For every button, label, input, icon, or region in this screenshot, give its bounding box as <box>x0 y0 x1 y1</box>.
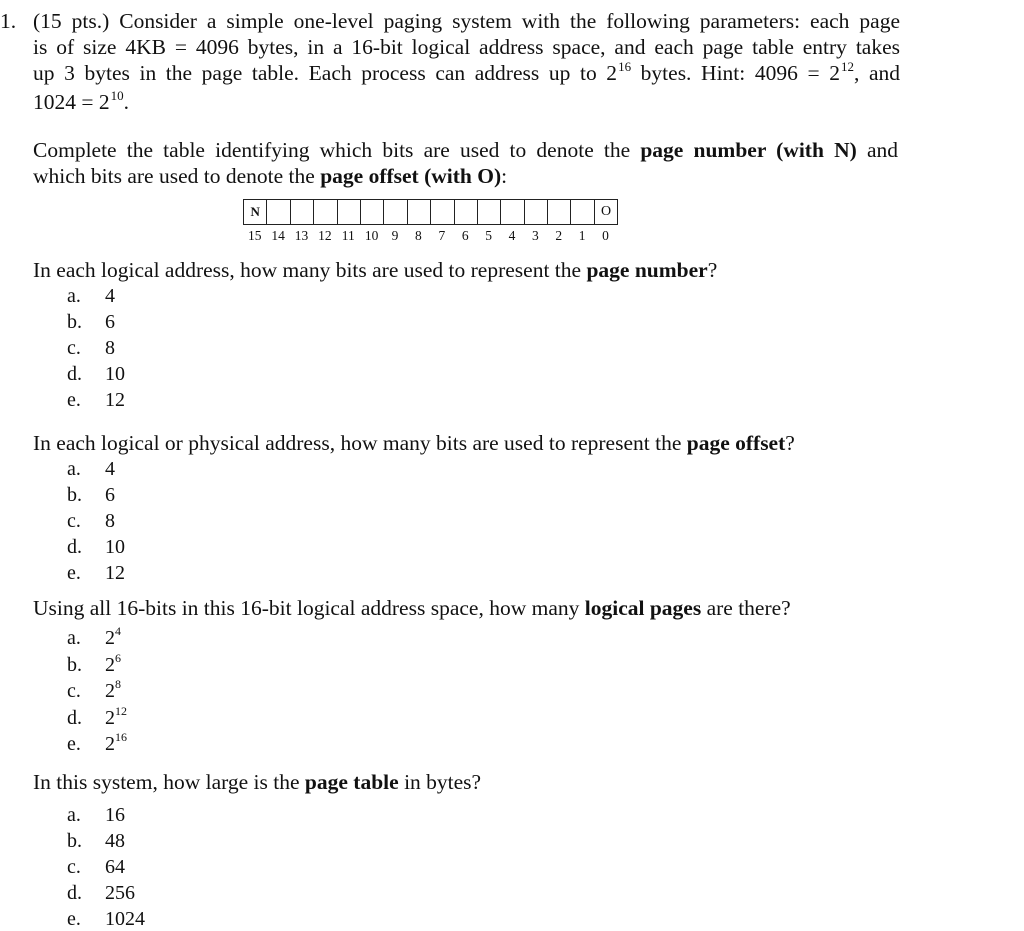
bit-cell[interactable] <box>360 199 384 225</box>
option-letter: c. <box>67 510 81 532</box>
option-letter: a. <box>67 285 81 307</box>
power-base: 2 <box>105 733 115 755</box>
intro-line-3-text: up 3 bytes in the page table. Each process can address up to 2 <box>33 61 618 85</box>
option-value: 256 <box>105 882 135 904</box>
bit-label: 1 <box>578 228 586 243</box>
bit-label: 0 <box>602 228 609 243</box>
bit-label: 13 <box>294 228 309 243</box>
question-text: In this system, how large is the <box>33 770 305 794</box>
bit-label: 15 <box>247 228 262 243</box>
question-text: In each logical address, how many bits are used to represent the <box>33 258 587 282</box>
option-value <box>105 624 121 650</box>
answer-option[interactable] <box>67 285 115 308</box>
option-value <box>105 703 127 730</box>
bit-label: 3 <box>532 228 539 243</box>
answer-option[interactable] <box>67 337 115 360</box>
power-exponent: 8 <box>115 677 121 691</box>
option-value: 4 <box>105 458 115 480</box>
power-base: 2 <box>105 627 115 649</box>
option-letter: b. <box>67 484 82 506</box>
answer-option[interactable] <box>67 730 127 756</box>
option-value: 64 <box>105 856 125 878</box>
bit-label: 10 <box>364 228 379 243</box>
answer-option[interactable] <box>67 908 145 931</box>
option-letter: a. <box>67 458 81 480</box>
option-value <box>105 650 121 677</box>
bit-label: 4 <box>508 228 516 243</box>
power-exponent: 6 <box>115 650 121 665</box>
option-value: 48 <box>105 830 125 852</box>
bit-label: 12 <box>318 228 332 243</box>
option-letter: d. <box>67 536 82 558</box>
bit-cell[interactable] <box>570 199 594 225</box>
table-prompt <box>33 137 898 189</box>
question-bold: page offset <box>686 431 786 455</box>
option-value: 8 <box>105 510 115 532</box>
answer-option[interactable] <box>67 536 125 559</box>
question-bold: page number <box>586 258 708 282</box>
option-value: 6 <box>105 484 115 506</box>
option-value <box>105 677 121 703</box>
question-text: Using all 16-bits in this 16-bit logical address space, how many <box>33 596 585 620</box>
option-value: 4 <box>105 285 115 307</box>
option-letter: c. <box>67 337 81 359</box>
answer-option[interactable] <box>67 856 125 879</box>
bit-label: 6 <box>461 228 469 243</box>
answer-option[interactable] <box>67 624 121 650</box>
prompt-text: and <box>856 138 898 162</box>
prompt-line-1 <box>33 137 898 163</box>
option-letter: c. <box>67 856 81 878</box>
option-letter: e. <box>67 562 81 584</box>
answer-option[interactable] <box>67 830 125 853</box>
question-page-table-size <box>33 770 481 795</box>
intro-line-3 <box>33 60 900 89</box>
answer-option[interactable] <box>67 650 121 677</box>
bit-label: 11 <box>341 228 355 243</box>
intro-line-4 <box>33 89 900 118</box>
prompt-line-2 <box>33 163 898 189</box>
question-bold: logical pages <box>584 596 702 620</box>
bit-cell[interactable] <box>547 199 571 225</box>
option-letter: c. <box>67 680 81 702</box>
question-bold: page table <box>304 770 399 794</box>
option-value: 1024 <box>105 908 145 930</box>
question-page-number <box>33 258 717 283</box>
bit-cell[interactable] <box>266 199 290 225</box>
option-letter: d. <box>67 706 82 729</box>
option-letter: e. <box>67 908 81 930</box>
prompt-text: Complete the table identifying which bits are used to denote the <box>33 138 641 162</box>
power-exponent: 12 <box>115 703 127 718</box>
answer-option[interactable] <box>67 484 115 507</box>
power-exponent: 16 <box>115 730 127 744</box>
answer-option[interactable] <box>67 311 115 334</box>
option-letter: d. <box>67 882 82 904</box>
question-text-end: ? <box>785 431 795 455</box>
bit-label: 8 <box>415 228 422 243</box>
option-value: 6 <box>105 311 115 333</box>
bit-label: 9 <box>391 228 399 243</box>
bit-cell[interactable] <box>500 199 524 225</box>
exponent: 10 <box>110 88 124 103</box>
answer-option[interactable] <box>67 458 115 481</box>
bit-cell[interactable] <box>290 199 314 225</box>
bit-cell[interactable] <box>430 199 454 225</box>
bit-cell[interactable]: N <box>243 199 267 225</box>
option-value: 8 <box>105 337 115 359</box>
option-value: 16 <box>105 804 125 826</box>
answer-option[interactable] <box>67 882 135 905</box>
intro-line-2: is of size 4KB = 4096 bytes, in a 16-bit logical address space, and each page table entry takes <box>33 35 900 59</box>
option-value: 12 <box>105 562 125 584</box>
bit-cell[interactable] <box>454 199 478 225</box>
intro-line-4-text: 1024 = 2 <box>33 90 110 114</box>
power-base: 2 <box>105 680 115 702</box>
power-base: 2 <box>105 706 115 729</box>
bit-label: 2 <box>555 228 563 243</box>
answer-option[interactable] <box>67 389 125 412</box>
prompt-text: which bits are used to denote the <box>33 164 321 188</box>
answer-option[interactable] <box>67 804 125 827</box>
question-logical-pages <box>33 596 791 621</box>
question-intro <box>0 8 900 118</box>
prompt-text: : <box>501 164 508 188</box>
intro-line-4-end: . <box>123 90 130 114</box>
question-text-end: are there? <box>701 596 791 620</box>
option-value <box>105 730 127 756</box>
option-letter: e. <box>67 733 81 755</box>
answer-option[interactable] <box>67 510 115 533</box>
question-text: In each logical or physical address, how many bits are used to represent the <box>33 431 687 455</box>
exponent: 16 <box>618 59 632 74</box>
bit-cell[interactable] <box>383 199 407 225</box>
bit-label: 5 <box>485 228 492 243</box>
answer-option[interactable] <box>67 677 121 703</box>
prompt-bold-page-offset: page offset (with O) <box>320 164 502 188</box>
answer-option[interactable] <box>67 363 125 386</box>
option-letter: b. <box>67 311 82 333</box>
option-value: 12 <box>105 389 125 411</box>
question-number: 1. <box>0 9 17 33</box>
option-letter: e. <box>67 389 81 411</box>
option-value: 10 <box>105 363 125 385</box>
question-page-offset <box>33 431 795 456</box>
option-letter: a. <box>67 804 81 826</box>
power-exponent: 4 <box>115 624 121 638</box>
option-letter: b. <box>67 653 82 676</box>
bit-cells-row <box>243 199 618 225</box>
bit-cell[interactable] <box>337 199 361 225</box>
bit-cell[interactable] <box>313 199 337 225</box>
bit-cell[interactable] <box>524 199 548 225</box>
intro-line-3-mid: bytes. Hint: 4096 = 2 <box>631 61 840 85</box>
option-value: 10 <box>105 536 125 558</box>
question-text-end: in bytes? <box>398 770 482 794</box>
bit-labels-row <box>243 228 618 244</box>
intro-line-1: (15 pts.) Consider a simple one-level paging system with the following parameters: each page <box>33 9 900 33</box>
question-text-end: ? <box>707 258 718 282</box>
bit-table <box>243 199 618 244</box>
exponent: 12 <box>840 59 854 74</box>
option-letter: d. <box>67 363 82 385</box>
answer-option[interactable] <box>67 703 127 730</box>
prompt-bold-page-number: page number (with N) <box>640 138 857 162</box>
bit-cell[interactable]: O <box>594 199 618 225</box>
option-letter: a. <box>67 627 81 649</box>
bit-cell[interactable] <box>477 199 501 225</box>
power-base: 2 <box>105 653 115 676</box>
bit-label: 14 <box>271 228 285 243</box>
option-letter: b. <box>67 830 82 852</box>
intro-line-3-end: , and <box>853 61 900 85</box>
bit-label: 7 <box>438 228 446 243</box>
answer-option[interactable] <box>67 562 125 585</box>
bit-cell[interactable] <box>407 199 431 225</box>
